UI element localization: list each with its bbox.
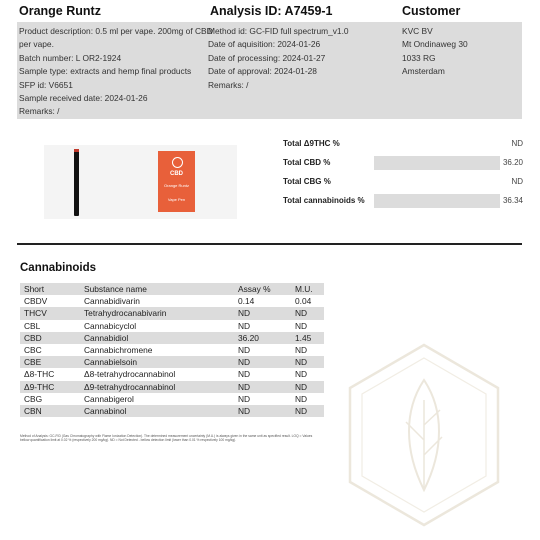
info-panel: [17, 22, 522, 119]
total-value: 36.20: [502, 158, 523, 167]
product-info-line: Sample type: extracts and hemp final products: [19, 66, 192, 77]
cell-substance: Cannabicyclol: [84, 320, 137, 331]
table-row: [20, 307, 324, 319]
column-header: Substance name: [84, 284, 147, 295]
product-info-line: Product description: 0.5 ml per vape. 200mg of CBD: [19, 26, 213, 36]
product-info-line: per vape.: [19, 39, 54, 50]
table-row: [20, 381, 324, 393]
table-row: [20, 405, 324, 417]
cannabinoids-title: Cannabinoids: [20, 262, 97, 274]
cell-substance: Δ8-tetrahydrocannabinol: [84, 369, 176, 380]
leaf-logo-icon: [172, 157, 183, 168]
table-row: [20, 295, 324, 307]
table-row: [20, 344, 324, 356]
analysis-id: Analysis ID: A7459-1: [210, 4, 333, 18]
cell-short: CBDV: [24, 296, 48, 307]
table-row: [20, 356, 324, 368]
table-row: [20, 368, 324, 380]
product-info-column: [19, 25, 213, 119]
cell-substance: Cannabigerol: [84, 393, 134, 404]
method-info-column: [208, 25, 349, 92]
cell-assay: ND: [238, 381, 251, 392]
cannabinoids-table: [20, 283, 324, 417]
cell-mu: ND: [295, 369, 308, 380]
table-row: [20, 320, 324, 332]
cell-assay: 0.14: [238, 296, 255, 307]
total-label: Total cannabinoids %: [283, 196, 365, 205]
cell-short: THCV: [24, 308, 47, 319]
cell-substance: Cannabinol: [84, 405, 127, 416]
package-brand: CBD: [170, 171, 183, 177]
customer-info-line: 1033 RG: [402, 52, 436, 63]
product-info-line: SFP id: V6651: [19, 79, 73, 90]
cell-short: CBC: [24, 345, 42, 356]
table-header-row: [20, 283, 324, 295]
cell-mu: ND: [295, 405, 308, 416]
cell-assay: ND: [238, 345, 251, 356]
cell-substance: Cannabidivarin: [84, 296, 140, 307]
table-row: [20, 393, 324, 405]
total-label: Total CBG %: [283, 177, 331, 186]
package-line: Vape Pen: [167, 197, 186, 202]
cell-assay: ND: [238, 393, 251, 404]
column-header: M.U.: [295, 284, 313, 295]
cell-short: CBN: [24, 405, 42, 416]
product-info-line: Remarks: /: [19, 106, 60, 117]
column-header: Assay %: [238, 284, 271, 295]
method-info-line: Date of processing: 2024-01-27: [208, 52, 326, 63]
customer-info-line: KVC BV: [402, 26, 433, 36]
total-bar: [374, 194, 500, 208]
cell-short: CBG: [24, 393, 43, 404]
method-footnote: Method of Analysis: GC-FID (Gas Chromatography with Flame Ionization Detection). The determined measurement uncertainty (M.U.) is always given in the same unit as specified result. LOQ = Values bellow quantification limit at 0.02 % (respectively 200 mg/kg). ND = Not Detected - bellow detection limit (lower than 0.01 % respectively 100 mg/kg).: [20, 434, 313, 443]
package-line: Orange Runtz: [164, 183, 189, 188]
total-row: [283, 137, 523, 151]
customer-info-line: Amsterdam: [402, 66, 445, 77]
cell-short: Δ9-THC: [24, 381, 55, 392]
total-row: [283, 175, 523, 189]
cell-assay: ND: [238, 308, 251, 319]
cell-short: CBD: [24, 332, 42, 343]
product-name: Orange Runtz: [19, 4, 101, 18]
cell-mu: ND: [295, 320, 308, 331]
cell-substance: Cannabichromene: [84, 345, 153, 356]
total-bar: [374, 137, 500, 151]
total-label: Total CBD %: [283, 158, 331, 167]
method-info-line: Remarks: /: [208, 79, 249, 90]
section-divider: [17, 243, 522, 245]
vape-pen-image: [74, 149, 79, 216]
method-info-line: Date of aquisition: 2024-01-26: [208, 39, 321, 50]
cell-assay: ND: [238, 320, 251, 331]
total-value: ND: [511, 139, 523, 148]
cell-substance: Δ9-tetrahydrocannabinol: [84, 381, 176, 392]
customer-info-line: Mt Ondinaweg 30: [402, 39, 468, 50]
total-row: [283, 156, 523, 170]
cell-short: Δ8-THC: [24, 369, 55, 380]
product-info-line: Batch number: L OR2-1924: [19, 52, 122, 63]
cell-assay: ND: [238, 357, 251, 368]
cell-mu: 0.04: [295, 296, 312, 307]
customer-info-column: [402, 25, 468, 79]
cell-mu: ND: [295, 345, 308, 356]
cell-short: CBE: [24, 357, 42, 368]
method-info-line: Date of approval: 2024-01-28: [208, 66, 317, 77]
total-value: 36.34: [502, 196, 523, 205]
cell-assay: 36.20: [238, 332, 259, 343]
cell-mu: ND: [295, 357, 308, 368]
total-label: Total Δ9THC %: [283, 139, 340, 148]
hexagon-watermark-icon: [344, 340, 504, 530]
column-header: Short: [24, 284, 45, 295]
method-info-line: Method id: GC-FID full spectrum_v1.0: [208, 26, 349, 36]
cell-substance: Cannabielsoin: [84, 357, 138, 368]
cell-assay: ND: [238, 405, 251, 416]
total-value: ND: [511, 177, 523, 186]
package-image: [158, 151, 195, 212]
vape-tip: [74, 149, 79, 152]
product-photo: [44, 145, 237, 219]
customer-heading: Customer: [402, 4, 461, 18]
cell-mu: ND: [295, 393, 308, 404]
cell-substance: Cannabidiol: [84, 332, 129, 343]
cell-short: CBL: [24, 320, 41, 331]
cell-mu: 1.45: [295, 332, 312, 343]
cell-mu: ND: [295, 381, 308, 392]
cell-assay: ND: [238, 369, 251, 380]
total-bar: [374, 156, 500, 170]
total-row: [283, 194, 523, 208]
product-info-line: Sample received date: 2024-01-26: [19, 93, 148, 104]
cell-substance: Tetrahydrocanabivarin: [84, 308, 167, 319]
cell-mu: ND: [295, 308, 308, 319]
table-row: [20, 332, 324, 344]
total-bar: [374, 175, 500, 189]
